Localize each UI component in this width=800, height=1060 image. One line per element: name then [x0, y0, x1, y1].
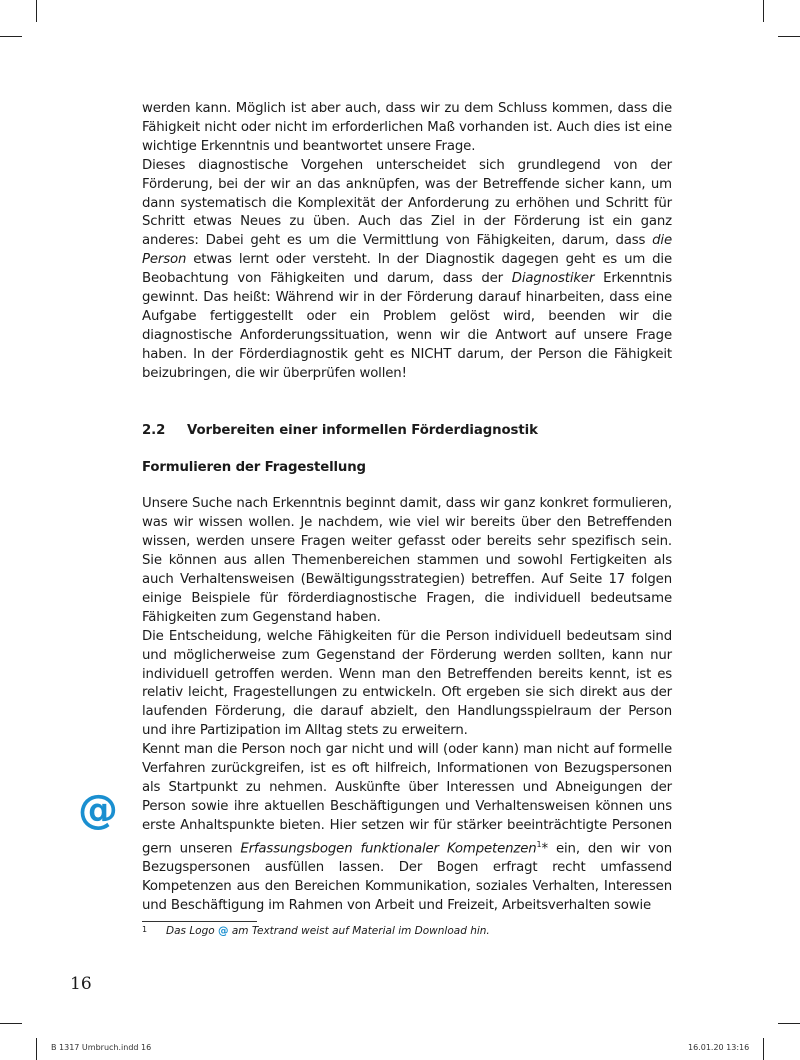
crop-mark [778, 1023, 800, 1024]
crop-mark [0, 36, 22, 37]
crop-mark [763, 1038, 764, 1060]
crop-mark [763, 0, 764, 22]
footnote: 1 Das Logo @ am Textrand weist auf Material im Download hin. [142, 925, 490, 937]
crop-mark [778, 36, 800, 37]
page-number: 16 [70, 974, 92, 994]
paragraph: Kennt man die Person noch gar nicht und will (oder kann) man nicht auf formelle Verfahren zurückgreifen, ist es oft hilfreich, Informationen von Bezugspersonen als Startpunkt zu nehmen. Auskünfte über Interessen und Abneigungen der Person sowie ihre aktuellen Beschäftigungen und Verhaltensweisen können uns erste Anhaltspunkte bieten. Hier setzen wir für stärker beeinträchtigte Personen gern unseren Erfassungsbogen funktionaler Kompetenzen$^1$* ein, den wir von Bezugspersonen ausfüllen lassen. Der Bogen erfragt recht umfassend Kompetenzen aus den Bereichen Kommunikation, soziales Verhalten, Interessen und Beschäftigung im Rahmen von Arbeit und Freizeit, Arbeitsverhalten sowie [142, 742, 672, 913]
footnote-rule [142, 921, 257, 922]
crop-mark [36, 0, 37, 22]
section-number: 2.2 [142, 422, 166, 438]
paragraph: Die Entscheidung, welche Fähigkeiten für die Person individuell bedeutsam sind und möglicherweise zum Gegenstand der Förderung werden sollten, kann nur individuell getroffen werden. Wenn man den Betreffenden bereits kennt, ist es relativ leicht, Fragestellungen zu entwickeln. Oft ergeben sie sich direkt aus der laufenden Förderung, die darauf abzielt, den Handlungsspielraum der Person und ihre Partizipation im Alltag stets zu erweitern. [142, 628, 672, 739]
footnote-mark: 1 [142, 925, 148, 934]
crop-mark [36, 1038, 37, 1060]
body-text [142, 100, 672, 916]
section-title: Vorbereiten einer informellen Förderdiagnostik [187, 422, 538, 438]
slug-date: 16.01.20 13:16 [688, 1043, 750, 1052]
slug-file: B 1317 Umbruch.indd 16 [51, 1043, 152, 1052]
crop-mark [0, 1023, 22, 1024]
paragraph: Unsere Suche nach Erkenntnis beginnt damit, dass wir ganz konkret formulieren, was wir wissen wollen. Je nachdem, wie viel wir bereits über den Betreffenden wissen, werden unsere Fragen weiter gefasst oder bereits sehr spezifisch sein. Sie können aus allen Themenbereichen stammen und sowohl Fertigkeiten als auch Verhaltensweisen (Bewältigungsstrategien) betreffen. Auf Seite 17 folgen einige Beispiele für förderdiagnostische Fragen, die individuell bedeutsame Fähigkeiten zum Gegenstand haben. [142, 496, 672, 625]
download-at-icon: @ [78, 787, 118, 833]
subheading: Formulieren der Fragestellung [142, 459, 366, 475]
paragraph: werden kann. Möglich ist aber auch, dass wir zu dem Schluss kommen, dass die Fähigkeit nicht oder nicht im erforderlichen Maß vorhanden ist. Auch dies ist eine wichtige Erkenntnis und beantwortet unsere Frage. [142, 101, 672, 154]
paragraph: Dieses diagnostische Vorgehen unterscheidet sich grundlegend von der Förderung, bei der wir an das anknüpfen, was der Betreffende sicher kann, um dann systematisch die Komplexität der Anforderung zu erhöhen und Schritt für Schritt etwas Neues zu üben. Auch das Ziel in der Förderung ist ein ganz anderes: Dabei geht es um die Vermittlung von Fähigkeiten, darum, dass die Person etwas lernt oder versteht. In der Diagnostik dagegen geht es um die Beobachtung von Fähigkeiten und darum, dass der Diagnostiker Erkenntnis gewinnt. Das heißt: Während wir in der Förderung darauf hinarbeiten, dass eine Aufgabe fertiggestellt oder ein Problem gelöst wird, beenden wir die diagnostische Anforderungssituation, wenn wir die Antwort auf unsere Frage haben. In der Förderdiagnostik geht es NICHT darum, der Person die Fähigkeit beizubringen, die wir überprüfen wollen! [142, 157, 672, 381]
at-icon: @ [218, 925, 229, 937]
section-heading [142, 422, 672, 441]
